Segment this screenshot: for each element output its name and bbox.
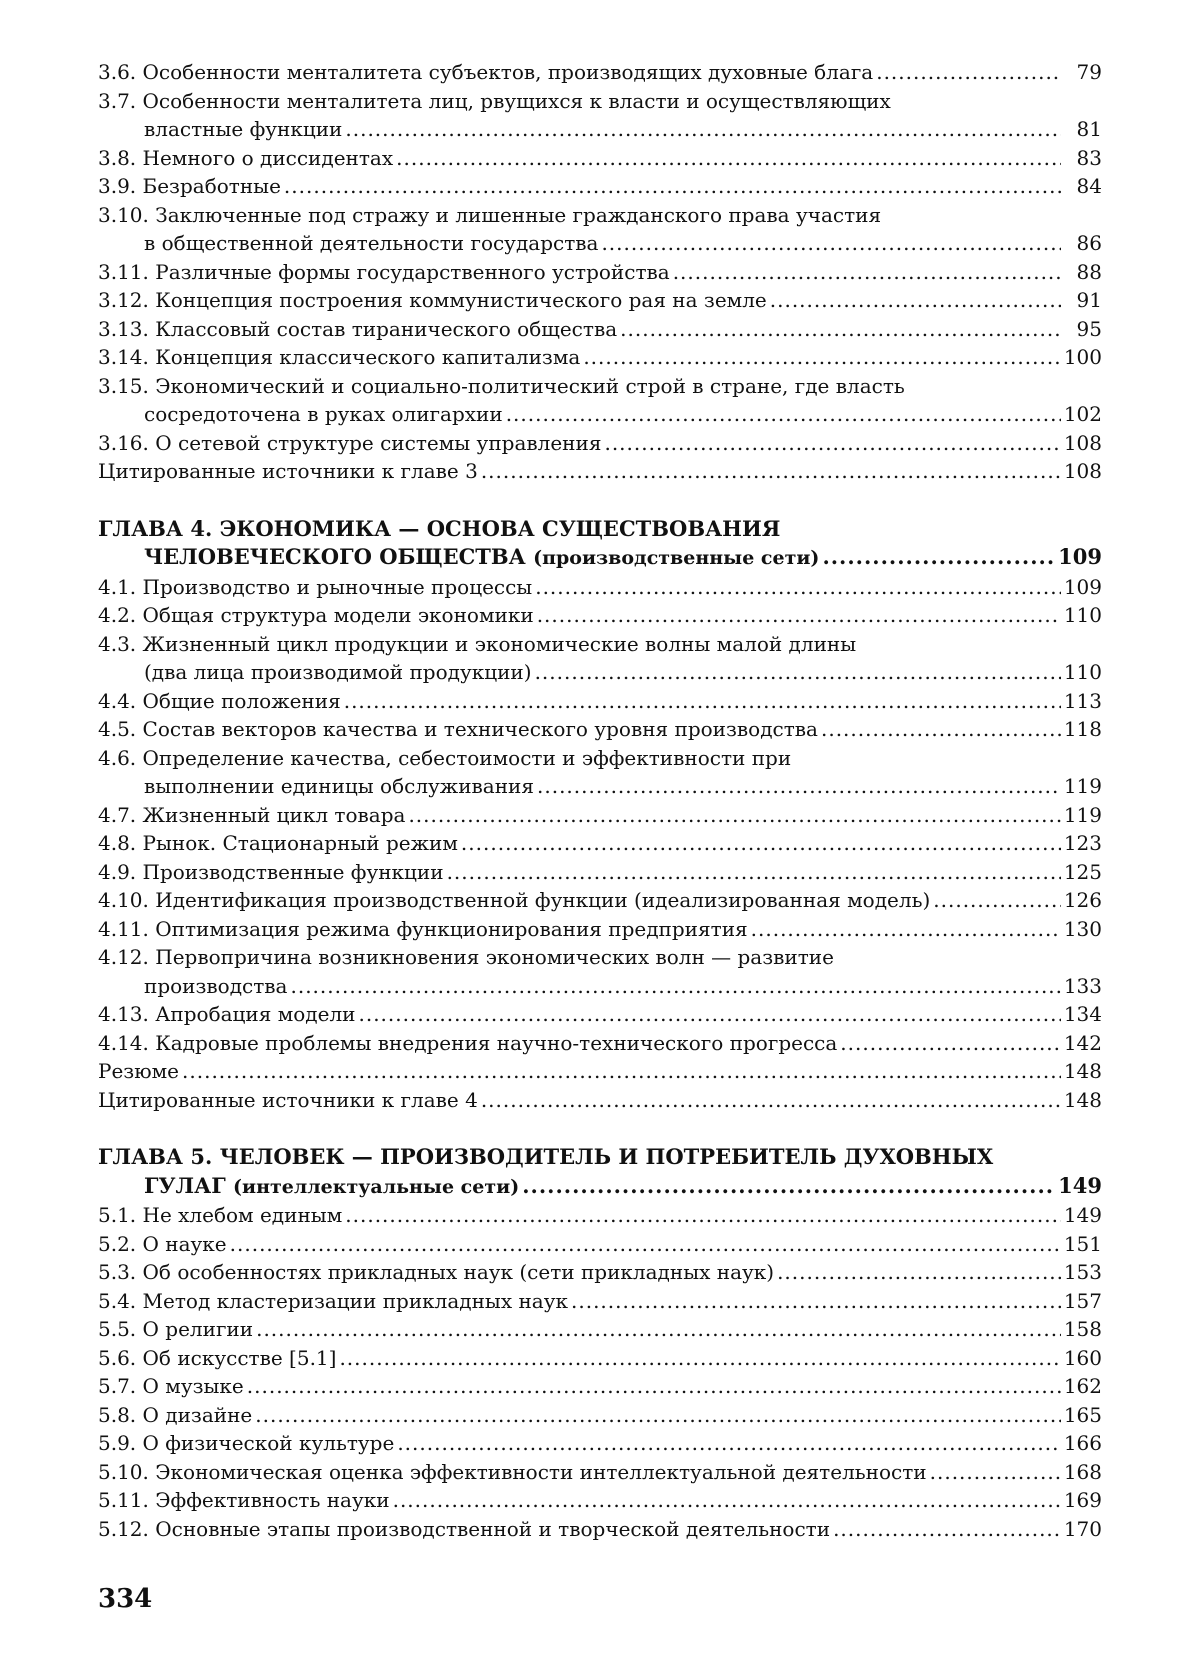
dot-leader <box>535 658 1061 687</box>
toc-entry <box>98 1287 1102 1316</box>
toc-entry-title: 4.7. Жизненный цикл товара <box>98 801 405 830</box>
chapter-heading-title <box>98 543 819 573</box>
dot-leader <box>620 315 1061 344</box>
toc-entry-title: 3.13. Классовый состав тиранического общества <box>98 315 617 344</box>
toc-entry <box>98 1315 1102 1344</box>
toc-entry-page: 95 <box>1064 315 1102 344</box>
toc-entry <box>98 144 1102 173</box>
toc-entry-title: 4.9. Производственные функции <box>98 858 444 887</box>
toc-entry <box>98 1515 1102 1544</box>
toc-entry <box>98 1458 1102 1487</box>
toc-entry <box>98 343 1102 372</box>
toc-entry <box>98 1057 1102 1086</box>
toc-entry-page: 168 <box>1064 1458 1102 1487</box>
toc-entry-title: 4.4. Общие положения <box>98 687 341 716</box>
toc-entry-title: 5.5. О религии <box>98 1315 253 1344</box>
toc-entry-page: 169 <box>1064 1486 1102 1515</box>
toc-entry-page: 158 <box>1064 1315 1102 1344</box>
dot-leader <box>933 886 1061 915</box>
toc-entry-title: 4.8. Рынок. Стационарный режим <box>98 829 458 858</box>
toc-entry <box>98 1344 1102 1373</box>
chapter-heading: ГЛАВА 5. ЧЕЛОВЕК — ПРОИЗВОДИТЕЛЬ И ПОТРЕБИТЕЛЬ ДУХОВНЫХ <box>98 1143 1102 1172</box>
toc-entry-page: 108 <box>1064 457 1102 486</box>
dot-leader <box>256 1315 1061 1344</box>
toc-entry-title: 5.7. О музыке <box>98 1372 244 1401</box>
chapter-heading-line2: ЧЕЛОВЕЧЕСКОГО ОБЩЕСТВА <box>144 544 526 569</box>
toc-entry-title: 5.3. Об особенностях прикладных наук (сети прикладных наук) <box>98 1258 774 1287</box>
toc-entry-title: Цитированные источники к главе 4 <box>98 1086 478 1115</box>
toc-entry-title: 4.1. Производство и рыночные процессы <box>98 573 532 602</box>
toc-entry <box>98 1429 1102 1458</box>
toc-entry-page: 170 <box>1064 1515 1102 1544</box>
toc-entry-title: 4.2. Общая структура модели экономики <box>98 601 534 630</box>
chapter-heading: ГЛАВА 4. ЭКОНОМИКА — ОСНОВА СУЩЕСТВОВАНИЯ <box>98 515 1102 544</box>
toc-entry-title: 4.13. Апробация модели <box>98 1000 355 1029</box>
toc-entry <box>98 258 1102 287</box>
toc-entry-page: 119 <box>1064 772 1102 801</box>
dot-leader <box>751 915 1061 944</box>
chapter-heading-entry <box>98 543 1102 573</box>
toc-entry-first-line: 4.12. Первопричина возникновения экономических волн — развитие <box>98 943 1102 972</box>
dot-leader <box>777 1258 1061 1287</box>
toc-entry <box>98 1258 1102 1287</box>
toc-entry-title: производства <box>98 972 287 1001</box>
toc-entry <box>98 58 1102 87</box>
dot-leader <box>822 543 1055 572</box>
toc-entry-page: 162 <box>1064 1372 1102 1401</box>
dot-leader <box>284 172 1061 201</box>
toc-entry-page: 165 <box>1064 1401 1102 1430</box>
toc-entry-title: выполнении единицы обслуживания <box>98 772 534 801</box>
toc-entry-page: 157 <box>1064 1287 1102 1316</box>
dot-leader <box>447 858 1061 887</box>
dot-leader <box>571 1287 1061 1316</box>
dot-leader <box>673 258 1061 287</box>
toc-entry-title: 3.6. Особенности менталитета субъектов, производящих духовные блага <box>98 58 873 87</box>
toc-entry-page: 125 <box>1064 858 1102 887</box>
chapter-3-section <box>98 58 1102 486</box>
dot-leader <box>182 1057 1061 1086</box>
toc-entry-page: 123 <box>1064 829 1102 858</box>
dot-leader <box>770 286 1061 315</box>
toc-entry-first-line: 3.10. Заключенные под стражу и лишенные гражданского права участия <box>98 201 1102 230</box>
toc-entry-first-line: 4.3. Жизненный цикл продукции и экономические волны малой длины <box>98 630 1102 659</box>
dot-leader <box>537 601 1061 630</box>
dot-leader <box>344 687 1061 716</box>
dot-leader <box>408 801 1060 830</box>
dot-leader <box>535 573 1061 602</box>
toc-entry-title: 5.10. Экономическая оценка эффективности интеллектуальной деятельности <box>98 1458 927 1487</box>
toc-entry <box>98 687 1102 716</box>
toc-entry <box>98 886 1102 915</box>
toc-entry <box>98 915 1102 944</box>
toc-entry-page: 86 <box>1064 229 1102 258</box>
dot-leader <box>339 1344 1060 1373</box>
toc-entry-title: 5.6. Об искусстве [5.1] <box>98 1344 336 1373</box>
toc-entry-title: 4.14. Кадровые проблемы внедрения научно-технического прогресса <box>98 1029 837 1058</box>
toc-entry-title: 5.4. Метод кластеризации прикладных наук <box>98 1287 568 1316</box>
toc-entry-page: 142 <box>1064 1029 1102 1058</box>
dot-leader <box>481 1086 1061 1115</box>
toc-entry <box>98 601 1102 630</box>
toc-entry-page: 91 <box>1064 286 1102 315</box>
toc-entry-title: 5.8. О дизайне <box>98 1401 252 1430</box>
dot-leader <box>481 457 1061 486</box>
toc-entry <box>98 972 1102 1001</box>
toc-entry <box>98 858 1102 887</box>
toc-entry-page: 109 <box>1064 573 1102 602</box>
toc-entry-page: 148 <box>1064 1057 1102 1086</box>
chapter-4-section <box>98 515 1102 1115</box>
toc-entry-title: Цитированные источники к главе 3 <box>98 457 478 486</box>
toc-entry-page: 126 <box>1064 886 1102 915</box>
toc-entry-title: 3.11. Различные формы государственного устройства <box>98 258 670 287</box>
toc-entry-title: 3.12. Концепция построения коммунистического рая на земле <box>98 286 767 315</box>
toc-entry-title: (два лица производимой продукции) <box>98 658 532 687</box>
toc-entry-page: 166 <box>1064 1429 1102 1458</box>
toc-entry-page: 118 <box>1064 715 1102 744</box>
toc-entry-page: 130 <box>1064 915 1102 944</box>
toc-entry-page: 109 <box>1058 543 1102 572</box>
toc-entry-page: 113 <box>1064 687 1102 716</box>
toc-entry <box>98 1086 1102 1115</box>
dot-leader <box>461 829 1061 858</box>
dot-leader <box>345 115 1061 144</box>
toc-entry-page: 160 <box>1064 1344 1102 1373</box>
toc-entry-title: 3.16. О сетевой структуре системы управления <box>98 429 601 458</box>
toc-entry <box>98 286 1102 315</box>
chapter-heading-sub: (интеллектуальные сети) <box>233 1176 519 1198</box>
toc-entry-page: 110 <box>1064 658 1102 687</box>
toc-entry <box>98 658 1102 687</box>
toc-entry <box>98 1401 1102 1430</box>
toc-entry-title: 3.14. Концепция классического капитализма <box>98 343 580 372</box>
table-of-contents <box>98 58 1102 1543</box>
dot-leader <box>247 1372 1061 1401</box>
dot-leader <box>396 144 1061 173</box>
toc-entry-page: 149 <box>1058 1172 1102 1201</box>
dot-leader <box>397 1429 1060 1458</box>
dot-leader <box>522 1172 1055 1201</box>
spacer <box>98 1114 1102 1143</box>
toc-entry <box>98 400 1102 429</box>
dot-leader <box>393 1486 1061 1515</box>
toc-entry <box>98 1029 1102 1058</box>
toc-entry-page: 108 <box>1064 429 1102 458</box>
toc-entry-title: властные функции <box>98 115 342 144</box>
spacer <box>98 486 1102 515</box>
dot-leader <box>345 1201 1061 1230</box>
dot-leader <box>601 229 1061 258</box>
toc-entry <box>98 115 1102 144</box>
page-number: 334 <box>98 1584 152 1614</box>
toc-entry-page: 110 <box>1064 601 1102 630</box>
toc-entry-first-line: 3.7. Особенности менталитета лиц, рвущихся к власти и осуществляющих <box>98 87 1102 116</box>
dot-leader <box>255 1401 1061 1430</box>
toc-entry-page: 133 <box>1064 972 1102 1001</box>
dot-leader <box>840 1029 1061 1058</box>
toc-entry-first-line: 4.6. Определение качества, себестоимости и эффективности при <box>98 744 1102 773</box>
dot-leader <box>876 58 1061 87</box>
toc-entry-page: 81 <box>1064 115 1102 144</box>
toc-entry-page: 151 <box>1064 1230 1102 1259</box>
toc-entry-page: 102 <box>1064 400 1102 429</box>
dot-leader <box>230 1230 1061 1259</box>
toc-entry-page: 88 <box>1064 258 1102 287</box>
toc-entry-title: в общественной деятельности государства <box>98 229 598 258</box>
toc-entry <box>98 1372 1102 1401</box>
toc-entry-title: Резюме <box>98 1057 179 1086</box>
chapter-heading-entry <box>98 1172 1102 1202</box>
toc-entry-first-line: 3.15. Экономический и социально-политический строй в стране, где власть <box>98 372 1102 401</box>
toc-entry <box>98 1000 1102 1029</box>
dot-leader <box>290 972 1060 1001</box>
toc-entry <box>98 573 1102 602</box>
toc-entry-page: 134 <box>1064 1000 1102 1029</box>
toc-entry-page: 83 <box>1064 144 1102 173</box>
chapter-heading-sub: (производственные сети) <box>533 547 819 569</box>
dot-leader <box>506 400 1061 429</box>
toc-entry <box>98 1201 1102 1230</box>
toc-entry-title: 5.1. Не хлебом единым <box>98 1201 342 1230</box>
toc-entry-page: 149 <box>1064 1201 1102 1230</box>
toc-entry-title: 4.10. Идентификация производственной функции (идеализированная модель) <box>98 886 930 915</box>
toc-entry <box>98 172 1102 201</box>
toc-entry <box>98 429 1102 458</box>
toc-entry-page: 153 <box>1064 1258 1102 1287</box>
toc-entry-title: 3.8. Немного о диссидентах <box>98 144 393 173</box>
toc-entry <box>98 229 1102 258</box>
dot-leader <box>821 715 1061 744</box>
toc-entry-title: 5.9. О физической культуре <box>98 1429 394 1458</box>
toc-entry-title: сосредоточена в руках олигархии <box>98 400 503 429</box>
toc-entry <box>98 1486 1102 1515</box>
toc-entry <box>98 829 1102 858</box>
toc-entry-title: 5.12. Основные этапы производственной и творческой деятельности <box>98 1515 830 1544</box>
toc-entry-title: 3.9. Безработные <box>98 172 281 201</box>
toc-entry <box>98 1230 1102 1259</box>
toc-entry <box>98 772 1102 801</box>
toc-entry-title: 5.11. Эффективность науки <box>98 1486 390 1515</box>
chapter-5-section <box>98 1143 1102 1543</box>
toc-entry <box>98 315 1102 344</box>
toc-entry-page: 84 <box>1064 172 1102 201</box>
dot-leader <box>358 1000 1060 1029</box>
toc-entry-page: 119 <box>1064 801 1102 830</box>
toc-entry-page: 148 <box>1064 1086 1102 1115</box>
dot-leader <box>583 343 1060 372</box>
toc-entry <box>98 715 1102 744</box>
toc-entry <box>98 457 1102 486</box>
dot-leader <box>930 1458 1061 1487</box>
chapter-heading-line2: ГУЛАГ <box>144 1173 226 1198</box>
toc-entry <box>98 801 1102 830</box>
dot-leader <box>604 429 1060 458</box>
toc-entry-title: 5.2. О науке <box>98 1230 227 1259</box>
toc-entry-page: 79 <box>1064 58 1102 87</box>
dot-leader <box>833 1515 1061 1544</box>
dot-leader <box>537 772 1061 801</box>
toc-entry-title: 4.11. Оптимизация режима функционирования предприятия <box>98 915 748 944</box>
toc-entry-title: 4.5. Состав векторов качества и технического уровня производства <box>98 715 818 744</box>
toc-entry-page: 100 <box>1064 343 1102 372</box>
chapter-heading-title <box>98 1172 519 1202</box>
